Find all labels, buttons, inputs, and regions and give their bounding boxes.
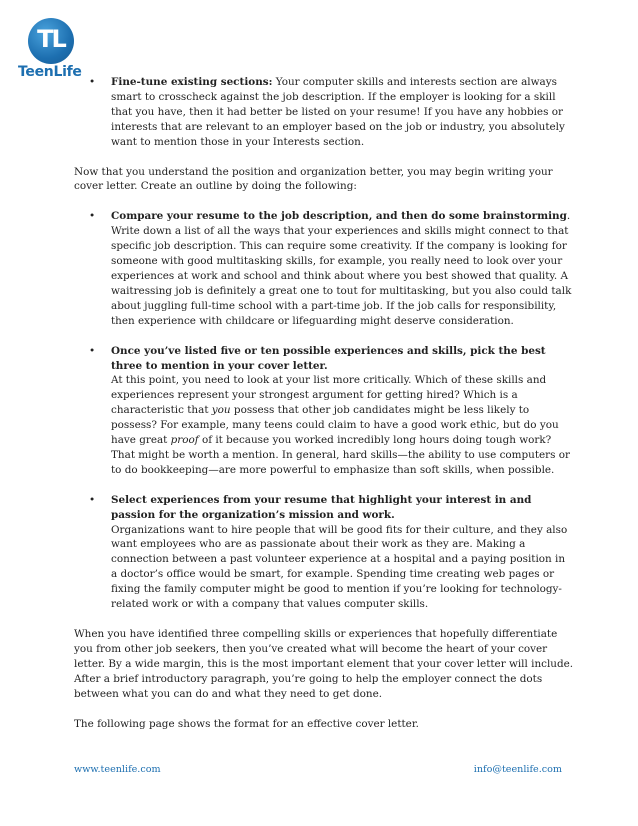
list-item-fine-tune [74, 75, 574, 150]
footer-website-link[interactable]: www.teenlife.com [74, 764, 161, 775]
logo-brand-text: TeenLife [18, 64, 82, 80]
list-item-compare [74, 209, 574, 328]
bullet-text-b: possess that other job candidates might be less likely to possess? For example, many teens could claim to have a good work ethic, but do you have great [111, 404, 559, 447]
bullet-list-outline [74, 209, 574, 612]
list-item-select-experiences [74, 493, 574, 612]
bullet-title: Select experiences from your resume that highlight your interest in and passion for the organization’s mission and work. [111, 493, 532, 521]
bullet-title-end: . [566, 210, 571, 223]
bullet-text: Write down a list of all the ways that your experiences and skills might connect to that specific job description. This can require some creativity. If the company is looking for someone with good multitasking skills, for example, you really need to look over your experiences at work and school and think about where you best showed that quality. A waitressing job is definitely a great one to tout for multitasking, but you also could talk about juggling full-time school with a part-time job. If the job calls for responsibility, then experience with childcare or lifeguarding might deserve consideration. [111, 225, 572, 327]
intro-paragraph: Now that you understand the position and organization better, you may begin writing your cover letter. Create an outline by doing the following: [74, 165, 553, 193]
footer-email-link[interactable]: info@teenlife.com [473, 764, 562, 775]
document-body [74, 75, 574, 731]
bullet-list-top [74, 75, 574, 150]
logo-mark: TL [37, 25, 65, 53]
bullet-text-c: of it because you worked incredibly long hours doing tough work? That might be worth a mention. In general, hard skills—the ability to use computers or to do bookkeeping—are more powerful to emphasize than soft skills, when possible. [111, 434, 571, 476]
teenlife-logo [18, 18, 88, 82]
logo-circle [28, 18, 74, 64]
bullet-text-a: At this point, you need to look at your list more critically. Which of these skills and experiences represent your strongest argument for getting hired? Which is a characteristic that [111, 374, 547, 417]
list-item-pick-best [74, 344, 574, 478]
bullet-text: Organizations want to hire people that will be good fits for their culture, and they also want employees who are as passionate about their work as they are. Making a connection between a past volunteer experience at a hospital and a paying position in a doctor’s office would be smart, for example. Spending time creating web pages or fixing the family computer might be good to mention if you’re looking for technology-related work or with a company that values computer skills. [111, 523, 568, 611]
bullet-title: Fine-tune existing sections: [111, 76, 273, 88]
bullet-title: Compare your resume to the job description, and then do some brainstorming [111, 210, 567, 223]
emphasis-you: you [211, 404, 231, 417]
bullet-title: Once you’ve listed five or ten possible experiences and skills, pick the best three to mention in your cover letter. [111, 344, 546, 372]
bullet-text: Your computer skills and interests section are always smart to crosscheck against the job description. If the employer is looking for a skill that you have, then it had better be listed on your resume! If you have any hobbies or interests that are relevant to an employer based on the job or industry, you absolutely want to mention those in your Interests section. [111, 76, 565, 148]
heart-paragraph: When you have identified three compelling skills or experiences that hopefully differentiate you from other job seekers, then you’ve created what will become the heart of your cover letter. By a wide margin, this is the most important element that your cover letter will include. After a brief introductory paragraph, you’re going to help the employer connect the dots between what you can do and what they need to get done. [74, 628, 574, 700]
closing-paragraph: The following page shows the format for an effective cover letter. [74, 717, 419, 730]
emphasis-proof: proof [170, 434, 199, 447]
